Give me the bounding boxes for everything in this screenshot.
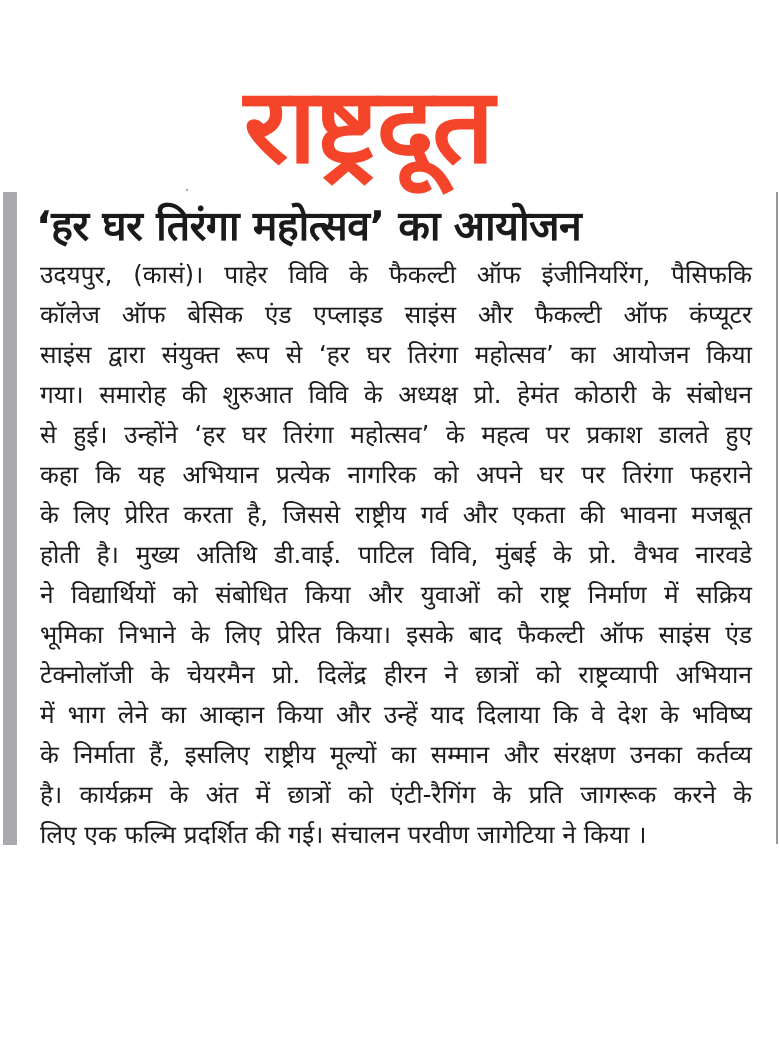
article-line: उदयपुर, (कासं)। पाहेर विवि के फैकल्टी ऑफ इंजीनियरिंग, पैसिफकि bbox=[40, 260, 752, 289]
column-accent-bar bbox=[3, 192, 17, 845]
article-line: लिए एक फल्मि प्रदर्शित की गई। संचालन परवीण जागेटिया ने किया । bbox=[40, 820, 647, 849]
article-line: के लिए प्रेरित करता है, जिससे राष्ट्रीय गर्व और एकता की भावना मजबूत bbox=[40, 500, 752, 529]
article-line: टेक्नोलॉजी के चेयरमैन प्रो. दिलेंद्र हीरन ने छात्रों को राष्ट्रव्यापी अभियान bbox=[40, 660, 752, 689]
article-line: साइंस द्वारा संयुक्त रूप से ‘हर घर तिरंगा महोत्सव’ का आयोजन किया bbox=[40, 340, 752, 369]
article-line: है। कार्यक्रम के अंत में छात्रों को एंटी-रैगिंग के प्रति जागरूक करने के bbox=[40, 780, 752, 809]
article-line: में भाग लेने का आव्हान किया और उन्हें याद दिलाया कि वे देश के भविष्य bbox=[40, 700, 752, 729]
article-line: कहा कि यह अभियान प्रत्येक नागरिक को अपने घर पर तिरंगा फहराने bbox=[40, 460, 752, 489]
print-speck bbox=[186, 189, 188, 191]
article-line: गया। समारोह की शुरुआत विवि के अध्यक्ष प्रो. हेमंत कोठारी के संबोधन bbox=[40, 380, 752, 409]
article-body bbox=[40, 255, 752, 855]
article-line: होती है। मुख्य अतिथि डी.वाई. पाटिल विवि, मुंबई के प्रो. वैभव नारवडे bbox=[40, 540, 752, 569]
article-line: कॉलेज ऑफ बेसिक एंड एप्लाइड साइंस और फैकल्टी ऑफ कंप्यूटर bbox=[40, 300, 752, 329]
article-line: भूमिका निभाने के लिए प्रेरित किया। इसके बाद फैकल्टी ऑफ साइंस एंड bbox=[40, 620, 752, 649]
article-line: ने विद्यार्थियों को संबोधित किया और युवाओं को राष्ट्र निर्माण में सक्रिय bbox=[40, 580, 752, 609]
article-line: के निर्माता हैं, इसलिए राष्ट्रीय मूल्यों का सम्मान और संरक्षण उनका कर्तव्य bbox=[40, 740, 752, 769]
article-line: से हुई। उन्होंने ‘हर घर तिरंगा महोत्सव’ के महत्व पर प्रकाश डालते हुए bbox=[40, 420, 752, 449]
newspaper-masthead bbox=[208, 65, 528, 194]
article-headline: ‘हर घर तिरंगा महोत्सव’ का आयोजन bbox=[36, 202, 582, 250]
column-right-rule bbox=[776, 192, 778, 844]
newspaper-name: राष्ट्रदूत bbox=[243, 65, 493, 187]
